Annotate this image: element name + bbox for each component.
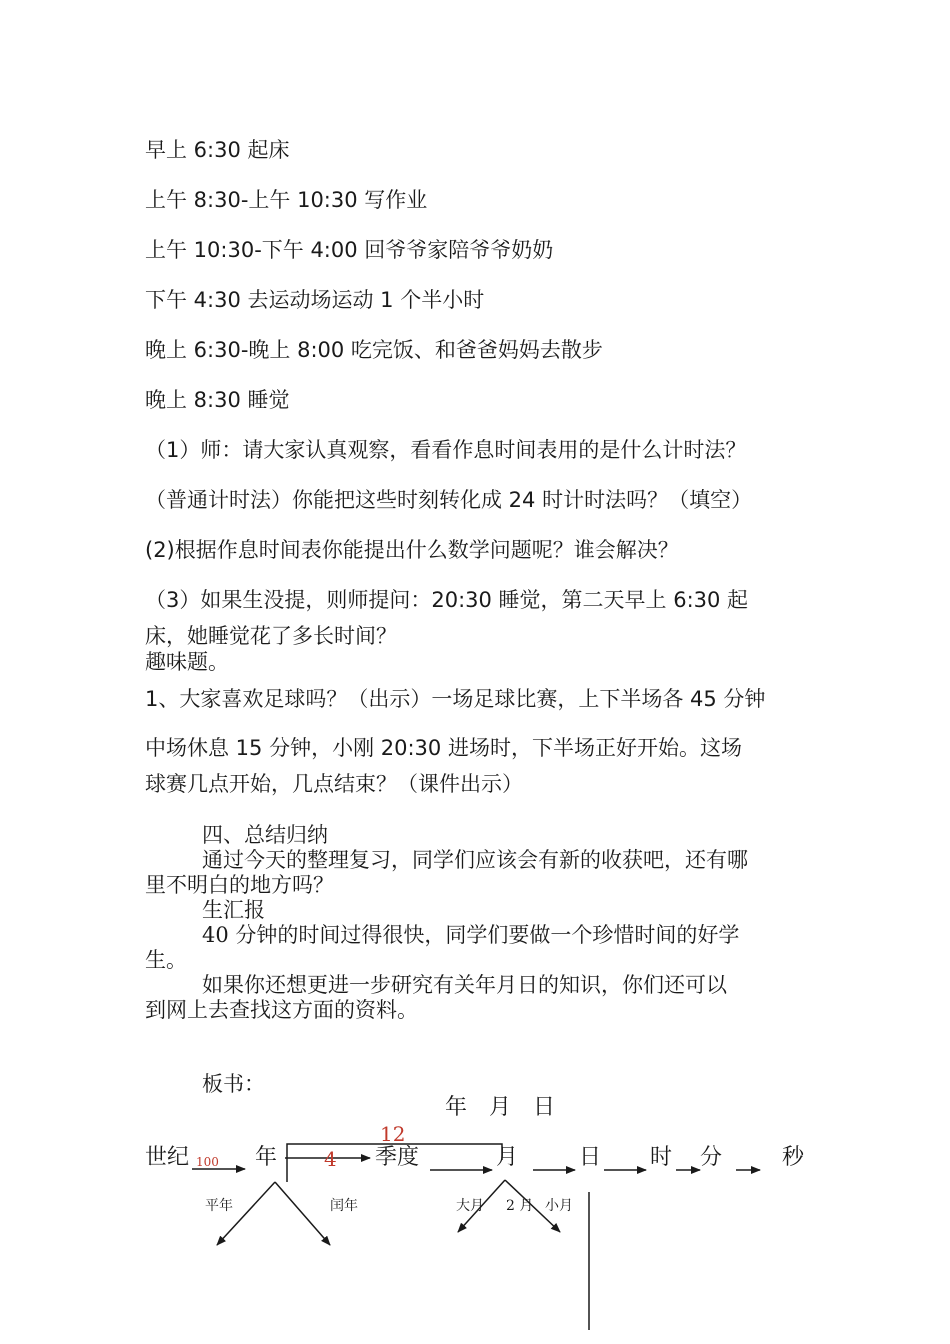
schedule-line-1: 早上 6:30 起床 [145,138,290,162]
summary-p2: 生汇报 [202,898,265,922]
label-common-year: 平年 [205,1198,233,1214]
label-big-month: 大月 [456,1198,484,1214]
label-leap-year: 闰年 [330,1198,358,1214]
summary-heading: 四、总结归纳 [202,823,328,847]
schedule-line-4: 下午 4:30 去运动场运动 1 个半小时 [145,288,485,312]
summary-p3-line-1: 40 分钟的时间过得很快，同学们要做一个珍惜时间的好学 [202,923,740,947]
unit-day: 日 [579,1145,602,1170]
question-1: （1）师：请大家认真观察，看看作息时间表用的是什么计时法？ [145,438,747,462]
label-february: 2 月 [506,1198,534,1214]
unit-month: 月 [496,1145,519,1170]
question-2: (2)根据作息时间表你能提出什么数学问题呢？谁会解决？ [145,538,679,562]
fun-title: 趣味题。 [145,650,229,674]
fun-line-1: 1、大家喜欢足球吗？（出示）一场足球比赛，上下半场各 45 分钟 [145,687,766,711]
unit-minute: 分 [700,1145,723,1170]
unit-quarter: 季度 [375,1145,420,1170]
number-4: 4 [324,1147,337,1171]
board-label: 板书： [202,1072,265,1096]
label-small-month: 小月 [545,1198,573,1214]
question-3-line-1: （3）如果生没提，则师提问：20:30 睡觉，第二天早上 6:30 起 [145,588,749,612]
unit-century: 世纪 [145,1145,190,1170]
schedule-line-2: 上午 8:30-上午 10:30 写作业 [145,188,428,212]
number-12: 12 [380,1122,406,1146]
schedule-line-5: 晚上 6:30-晚上 8:00 吃完饭、和爸爸妈妈去散步 [145,338,603,362]
summary-p1-line-2: 里不明白的地方吗？ [145,873,334,897]
arrow-leap-year [275,1182,330,1245]
number-100: 100 [196,1155,219,1169]
unit-year: 年 [255,1145,278,1170]
fun-line-3: 球赛几点开始，几点结束？（课件出示） [145,772,523,796]
question-3-line-2: 床，她睡觉花了多长时间？ [145,624,397,648]
schedule-line-6: 晚上 8:30 睡觉 [145,388,290,412]
summary-p4-line-1: 如果你还想更进一步研究有关年月日的知识，你们还可以 [202,973,727,997]
question-1-answer: （普通计时法）你能把这些时刻转化成 24 时计时法吗？（填空） [145,488,753,512]
schedule-line-3: 上午 10:30-下午 4:00 回爷爷家陪爷爷奶奶 [145,238,554,262]
board-title: 年 月 日 [445,1095,556,1120]
unit-second: 秒 [782,1145,805,1170]
summary-p4-line-2: 到网上去查找这方面的资料。 [145,998,418,1022]
summary-p1-line-1: 通过今天的整理复习，同学们应该会有新的收获吧，还有哪 [202,848,748,872]
summary-p3-line-2: 生。 [145,948,187,972]
fun-line-2: 中场休息 15 分钟，小刚 20:30 进场时，下半场正好开始。这场 [145,736,742,760]
unit-hour: 时 [650,1145,673,1170]
